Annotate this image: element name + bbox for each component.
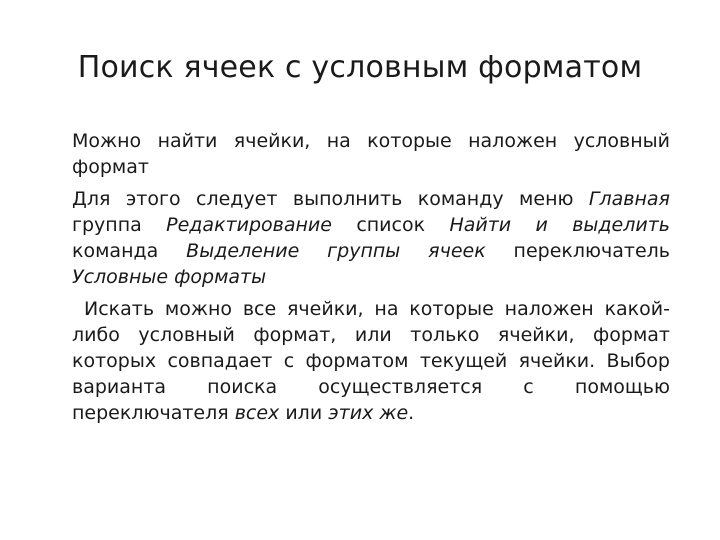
slide-body xyxy=(72,128,670,426)
emphasized-text: всех xyxy=(234,402,280,424)
text-segment: группа xyxy=(72,214,167,236)
text-segment: команда xyxy=(72,240,187,262)
text-segment: список xyxy=(331,214,450,236)
text-segment: переключатель xyxy=(485,240,670,262)
emphasized-text: этих же xyxy=(328,402,409,424)
text-segment: Искать можно все ячейки, на которые наложен какой-либо условный формат, или только ячейки, формат которых совпадает с форматом текущей ячейки. Выбор варианта поиска осуществляется с помощью переключателя xyxy=(72,298,670,424)
text-segment: Для этого следует выполнить команду меню xyxy=(72,188,589,210)
emphasized-text: Найти и выделить xyxy=(449,214,671,236)
slide-title: Поиск ячеек с условным форматом xyxy=(77,50,643,85)
paragraph-3 xyxy=(72,296,670,426)
text-segment: Можно найти ячейки, на которые наложен условный формат xyxy=(72,130,670,178)
paragraph-2 xyxy=(72,186,670,290)
text-segment: или xyxy=(279,402,329,424)
emphasized-text: Условные форматы xyxy=(72,266,267,288)
emphasized-text: Главная xyxy=(588,188,670,210)
emphasized-text: Выделение группы ячеек xyxy=(186,240,486,262)
emphasized-text: Редактирование xyxy=(166,214,332,236)
text-segment: . xyxy=(408,402,415,424)
paragraph-1 xyxy=(72,128,670,180)
